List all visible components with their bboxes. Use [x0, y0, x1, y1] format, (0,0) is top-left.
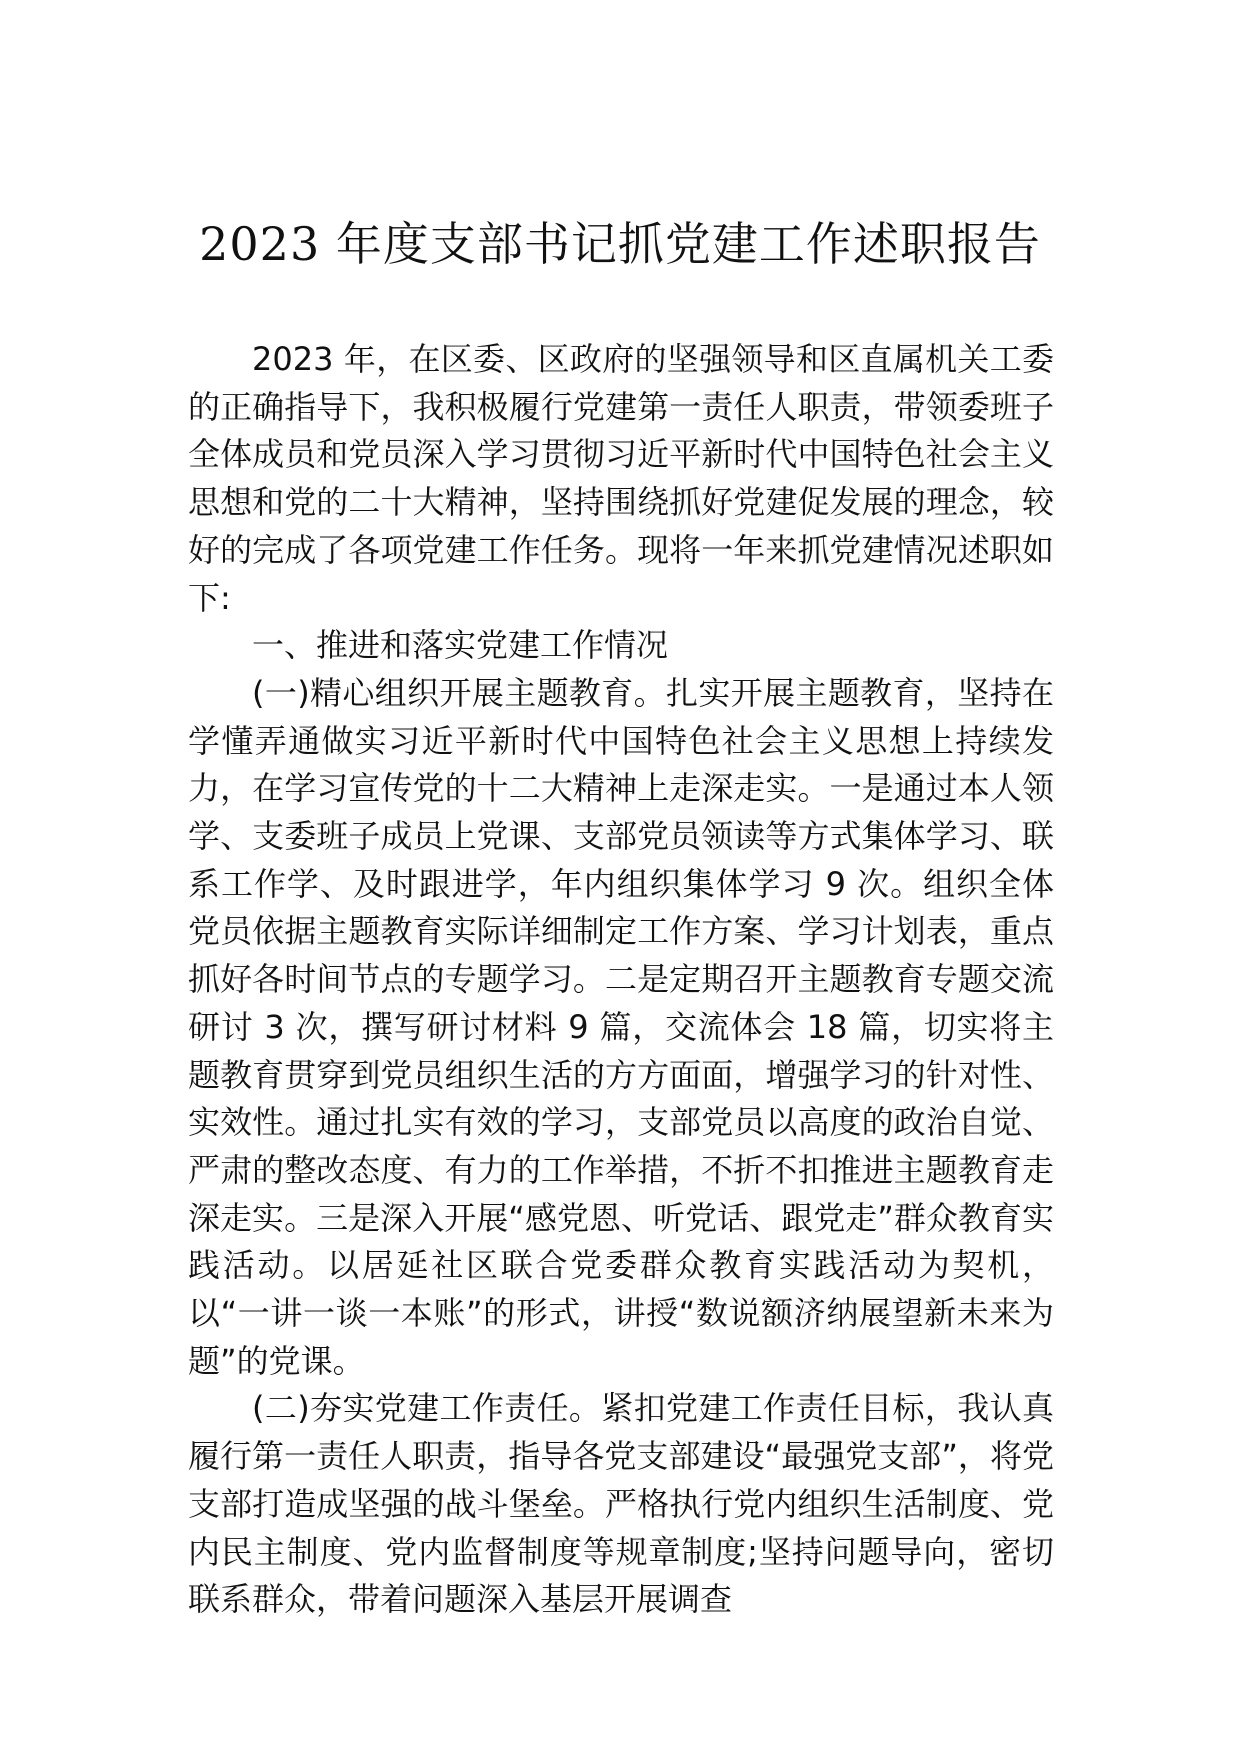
document-body [188, 336, 1054, 1624]
paragraph-party-responsibility: (二)夯实党建工作责任。紧扣党建工作责任目标，我认真履行第一责任人职责，指导各党支部建设“最强党支部”，将党支部打造成坚强的战斗堡垒。严格执行党内组织生活制度、党内民主制度、党内监督制度等规章制度;坚持问题导向，密切联系群众，带着问题深入基层开展调查 [188, 1389, 1054, 1619]
section-heading: 一、推进和落实党建工作情况 [252, 626, 669, 665]
paragraph-intro: 2023 年，在区委、区政府的坚强领导和区直属机关工委的正确指导下，我积极履行党建第一责任人职责，带领委班子全体成员和党员深入学习贯彻习近平新时代中国特色社会主义思想和党的二十大精神，坚持围绕抓好党建促发展的理念，较好的完成了各项党建工作任务。现将一年来抓党建情况述职如下: [188, 340, 1054, 617]
paragraph-theme-education: (一)精心组织开展主题教育。扎实开展主题教育，坚持在学懂弄通做实习近平新时代中国特色社会主义思想上持续发力，在学习宣传党的十二大精神上走深走实。一是通过本人领学、支委班子成员上党课、支部党员领读等方式集体学习、联系工作学、及时跟进学，年内组织集体学习 9 次。组织全体党员依据主题教育实际详细制定工作方案、学习计划表，重点抓好各时间节点的专题学习。二是定期召开主题教育专题交流研讨 3 次，撰写研讨材料 9 篇，交流体会 18 篇，切实将主题教育贯穿到党员组织生活的方方面面，增强学习的针对性、实效性。通过扎实有效的学习，支部党员以高度的政治自觉、严肃的整改态度、有力的工作举措，不折不扣推进主题教育走深走实。三是深入开展“感党恩、听党话、跟党走”群众教育实践活动。以居延社区联合党委群众教育实践活动为契机，以“一讲一谈一本账”的形式，讲授“数说额济纳展望新未来为题”的党课。 [188, 673, 1054, 1380]
document-title: 2023 年度支部书记抓党建工作述职报告 [199, 217, 1041, 271]
